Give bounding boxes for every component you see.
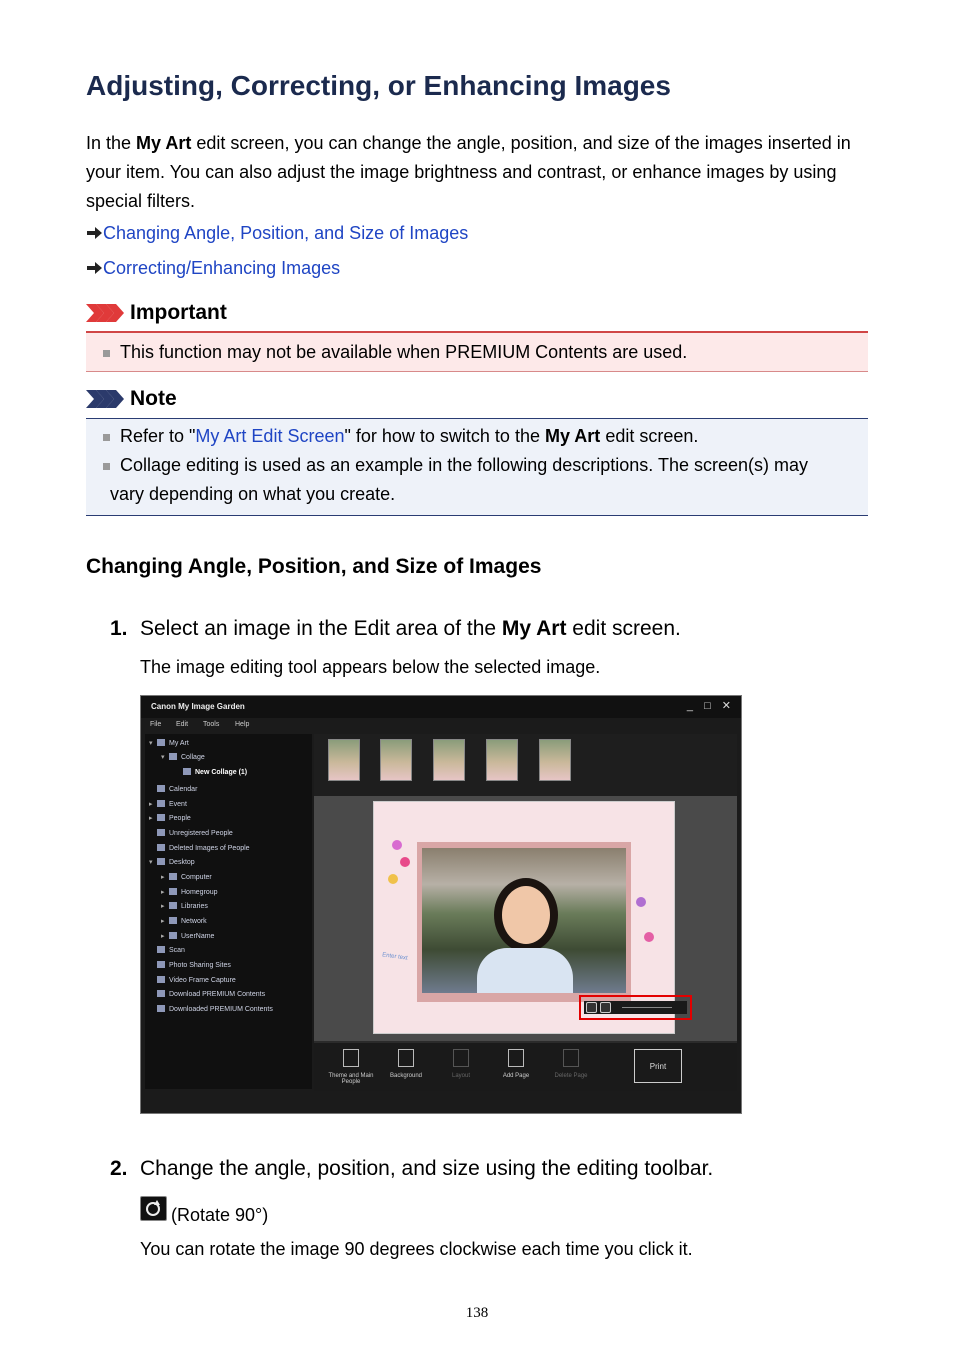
app-titlebar (141, 696, 741, 718)
layout-button[interactable]: Layout (451, 1073, 470, 1079)
tree-item: ▸ Computer (161, 874, 212, 881)
thumbnail (380, 739, 412, 781)
bottom-toolbar (314, 1041, 737, 1091)
enter-text-label: Enter text (381, 952, 408, 962)
thumbnail (328, 739, 360, 781)
tree-item: ▸ People (149, 815, 191, 822)
thumbnail (433, 739, 465, 781)
app-title: Canon My Image Garden (151, 702, 245, 711)
add-page-icon (508, 1049, 524, 1067)
thumbnail-strip (314, 734, 737, 796)
print-button[interactable]: Print (634, 1049, 682, 1083)
editing-toolbar (584, 1001, 687, 1014)
tree-item: Photo Sharing Sites (149, 961, 231, 969)
page-title: Adjusting, Correcting, or Enhancing Images (86, 70, 671, 101)
menu-tools: Tools (203, 721, 220, 728)
note-item-continuation: vary depending on what you create. (110, 484, 396, 504)
bullet-icon (103, 350, 110, 357)
tree-item: Video Frame Capture (149, 976, 236, 984)
tree-item: ▸ Homegroup (161, 889, 218, 896)
step-1: 1. Select an image in the Edit area of the My Art edit screen. (110, 617, 681, 640)
girl-face (494, 878, 558, 952)
my-art-edit-screen-link[interactable]: My Art Edit Screen (195, 426, 345, 446)
hand-icon[interactable] (600, 1002, 611, 1013)
step-1-description: The image editing tool appears below the selected image. (140, 657, 601, 677)
important-item: This function may not be available when PREMIUM Contents are used. (103, 338, 687, 367)
arrow-right-icon (86, 227, 102, 239)
rotate-label: (Rotate 90°) (171, 1205, 269, 1225)
menu-bar (141, 718, 741, 732)
background-icon (398, 1049, 414, 1067)
tree-item: Unregistered People (149, 829, 233, 837)
edit-area (314, 796, 737, 1041)
tree-item: ▸ UserName (161, 933, 215, 940)
tree-item: Downloaded PREMIUM Contents (149, 1005, 273, 1013)
note-chevron-icon (86, 390, 124, 408)
step-2: 2. Change the angle, position, and size using the editing toolbar. (110, 1157, 714, 1180)
arrow-right-icon (86, 262, 102, 274)
flower-icon (388, 874, 398, 884)
tree-item: ▾ Collage (161, 754, 205, 761)
tree-item: ▸ Libraries (161, 903, 208, 910)
tree-item: ▸ Network (161, 918, 207, 925)
page-number: 138 (465, 1305, 489, 1321)
note-heading: Note (86, 387, 177, 411)
window-buttons: _ □ ✕ (686, 700, 735, 712)
rotate-icon[interactable] (586, 1002, 597, 1013)
delete-page-button[interactable]: Delete Page (554, 1073, 588, 1079)
tree-item: New Collage (1) (183, 768, 247, 776)
important-heading: Important (86, 301, 227, 325)
link-changing-angle[interactable]: Changing Angle, Position, and Size of Images (86, 223, 468, 244)
menu-file: File (150, 721, 162, 728)
flower-icon (392, 840, 402, 850)
collage-page (373, 801, 675, 1034)
bullet-icon (103, 463, 110, 470)
tree-item: Scan (149, 946, 185, 954)
flower-icon (644, 932, 654, 942)
important-box (86, 331, 868, 372)
menu-edit: Edit (176, 721, 189, 728)
tree-item: ▾ Desktop (149, 859, 195, 866)
tree-item: Download PREMIUM Contents (149, 990, 265, 998)
section-heading: Changing Angle, Position, and Size of Images (86, 555, 542, 578)
link-correcting[interactable]: Correcting/Enhancing Images (86, 258, 340, 279)
note-box (86, 418, 868, 516)
tree-item: Deleted Images of People (149, 844, 250, 852)
thumbnail (486, 739, 518, 781)
app-sidebar (145, 734, 312, 1089)
background-button[interactable]: Background (389, 1073, 423, 1079)
flower-icon (400, 857, 410, 867)
editing-toolbar-highlight (579, 995, 692, 1020)
rotate-90-icon (140, 1196, 167, 1221)
note-item: Refer to "My Art Edit Screen" for how to switch to the My Art edit screen. (103, 422, 698, 451)
status-bar (141, 1091, 741, 1113)
intro-paragraph: In the My Art edit screen, you can change the angle, position, and size of the images inserted in your item. You can also adjust the image brightness and contrast, or enhance images by using special filters. (86, 133, 851, 211)
zoom-slider[interactable] (622, 1007, 672, 1008)
intro-bold: My Art (136, 133, 192, 153)
step-2-description: You can rotate the image 90 degrees clockwise each time you click it. (140, 1239, 693, 1259)
app-screenshot (140, 695, 742, 1114)
tree-item: ▾ My Art (149, 740, 189, 747)
theme-icon (343, 1049, 359, 1067)
bullet-icon (103, 434, 110, 441)
flower-icon (636, 897, 646, 907)
thumbnail (539, 739, 571, 781)
selected-photo[interactable] (422, 848, 626, 993)
note-item: Collage editing is used as an example in the following descriptions. The screen(s) may (103, 451, 808, 480)
delete-page-icon (563, 1049, 579, 1067)
add-page-button[interactable]: Add Page (502, 1073, 530, 1079)
girl-dress (477, 948, 573, 993)
tree-item: Calendar (149, 785, 197, 793)
tree-item: ▸ Event (149, 801, 187, 808)
photo-frame[interactable] (417, 842, 631, 1002)
menu-help: Help (235, 721, 250, 728)
theme-button[interactable]: Theme and Main People (328, 1073, 374, 1085)
layout-icon (453, 1049, 469, 1067)
important-chevron-icon (86, 304, 124, 322)
